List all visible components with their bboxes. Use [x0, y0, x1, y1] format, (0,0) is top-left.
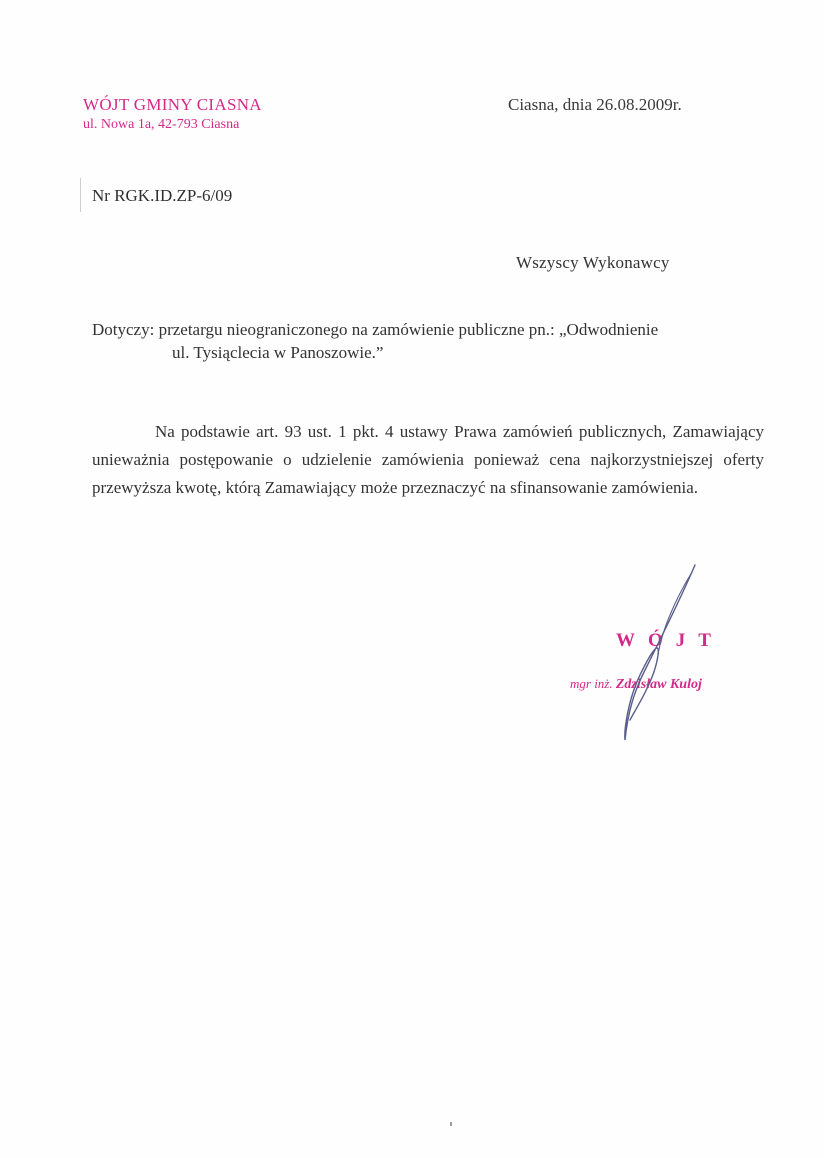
subject-block	[92, 318, 782, 364]
reference-number: Nr RGK.ID.ZP-6/09	[92, 186, 233, 205]
scan-edge-mark	[80, 178, 81, 212]
date-line: Ciasna, dnia 26.08.2009r.	[508, 95, 682, 114]
office-stamp	[83, 95, 262, 134]
recipient: Wszyscy Wykonawcy	[516, 253, 670, 272]
office-title: WÓJT GMINY CIASNA	[83, 95, 262, 114]
handwritten-signature	[600, 560, 710, 750]
signature-name-prefix: mgr inż.	[570, 676, 613, 691]
subject-line-2: ul. Tysiąclecia w Panoszowie.”	[172, 343, 384, 362]
signature-name: Zdzisław Kuloj	[615, 677, 702, 692]
body-paragraph: Na podstawie art. 93 ust. 1 pkt. 4 ustawy Prawa zamówień publicznych, Zamawiający unieważnia postępowanie o udzielenie zamówienia ponieważ cena najkorzystniejszej oferty przewyższa kwotę, którą Zamawiający może przeznaczyć na sfinansowanie zamówienia.	[92, 422, 764, 497]
signature-title: WÓJT	[616, 630, 724, 651]
office-address: ul. Nowa 1a, 42-793 Ciasna	[83, 117, 240, 132]
subject-line-1: Dotyczy: przetargu nieograniczonego na zamówienie publiczne pn.: „Odwodnienie	[92, 320, 659, 339]
scan-dot	[450, 1122, 452, 1126]
